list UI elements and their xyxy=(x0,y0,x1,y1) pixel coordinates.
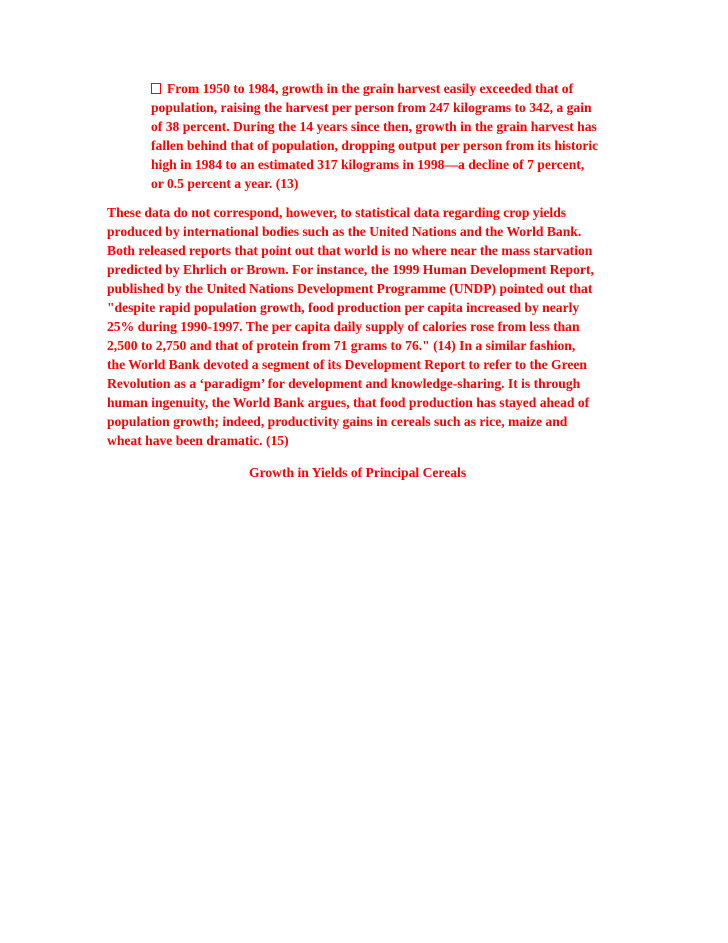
paragraph-line-6: "despite rapid population growth, food production per capita increased by nearly xyxy=(107,300,580,315)
paragraph-line-8: 2,500 to 2,750 and that of protein from 71 grams to 76." (14) In a similar fashion, xyxy=(107,338,576,353)
quoted-passage xyxy=(151,79,598,193)
quote-line-1: From 1950 to 1984, growth in the grain harvest easily exceeded that of xyxy=(151,79,598,98)
paragraph-line-7: 25% during 1990-1997. The per capita daily supply of calories rose from less than xyxy=(107,319,580,334)
paragraph-line-13: wheat have been dramatic. (15) xyxy=(107,433,289,448)
quote-line-5: high in 1984 to an estimated 317 kilograms in 1998—a decline of 7 percent, xyxy=(151,157,585,172)
paragraph-line-1: These data do not correspond, however, to statistical data regarding crop yields xyxy=(107,205,567,220)
paragraph-line-9: the World Bank devoted a segment of its Development Report to refer to the Green xyxy=(107,357,587,372)
paragraph-line-4: predicted by Ehrlich or Brown. For instance, the 1999 Human Development Report, xyxy=(107,262,594,277)
quote-line-2: population, raising the harvest per person from 247 kilograms to 342, a gain xyxy=(151,100,592,115)
paragraph-line-5: published by the United Nations Development Programme (UNDP) pointed out that xyxy=(107,281,593,296)
section-heading: Growth in Yields of Principal Cereals xyxy=(249,465,467,480)
quote-line-6: or 0.5 percent a year. (13) xyxy=(151,176,299,191)
body-paragraph xyxy=(107,203,594,450)
paragraph-line-2: produced by international bodies such as the United Nations and the World Bank. xyxy=(107,224,582,239)
quote-line-4: fallen behind that of population, dropping output per person from its historic xyxy=(151,138,599,153)
paragraph-line-11: human ingenuity, the World Bank argues, that food production has stayed ahead of xyxy=(107,395,590,410)
paragraph-line-12: population growth; indeed, productivity gains in cereals such as rice, maize and xyxy=(107,414,568,429)
paragraph-line-10: Revolution as a ‘paradigm’ for development and knowledge-sharing. It is through xyxy=(107,376,581,391)
box-bullet-icon xyxy=(151,83,161,94)
paragraph-line-3: Both released reports that point out that world is no where near the mass starvation xyxy=(107,243,593,258)
quote-line-3: of 38 percent. During the 14 years since then, growth in the grain harvest has xyxy=(151,119,597,134)
